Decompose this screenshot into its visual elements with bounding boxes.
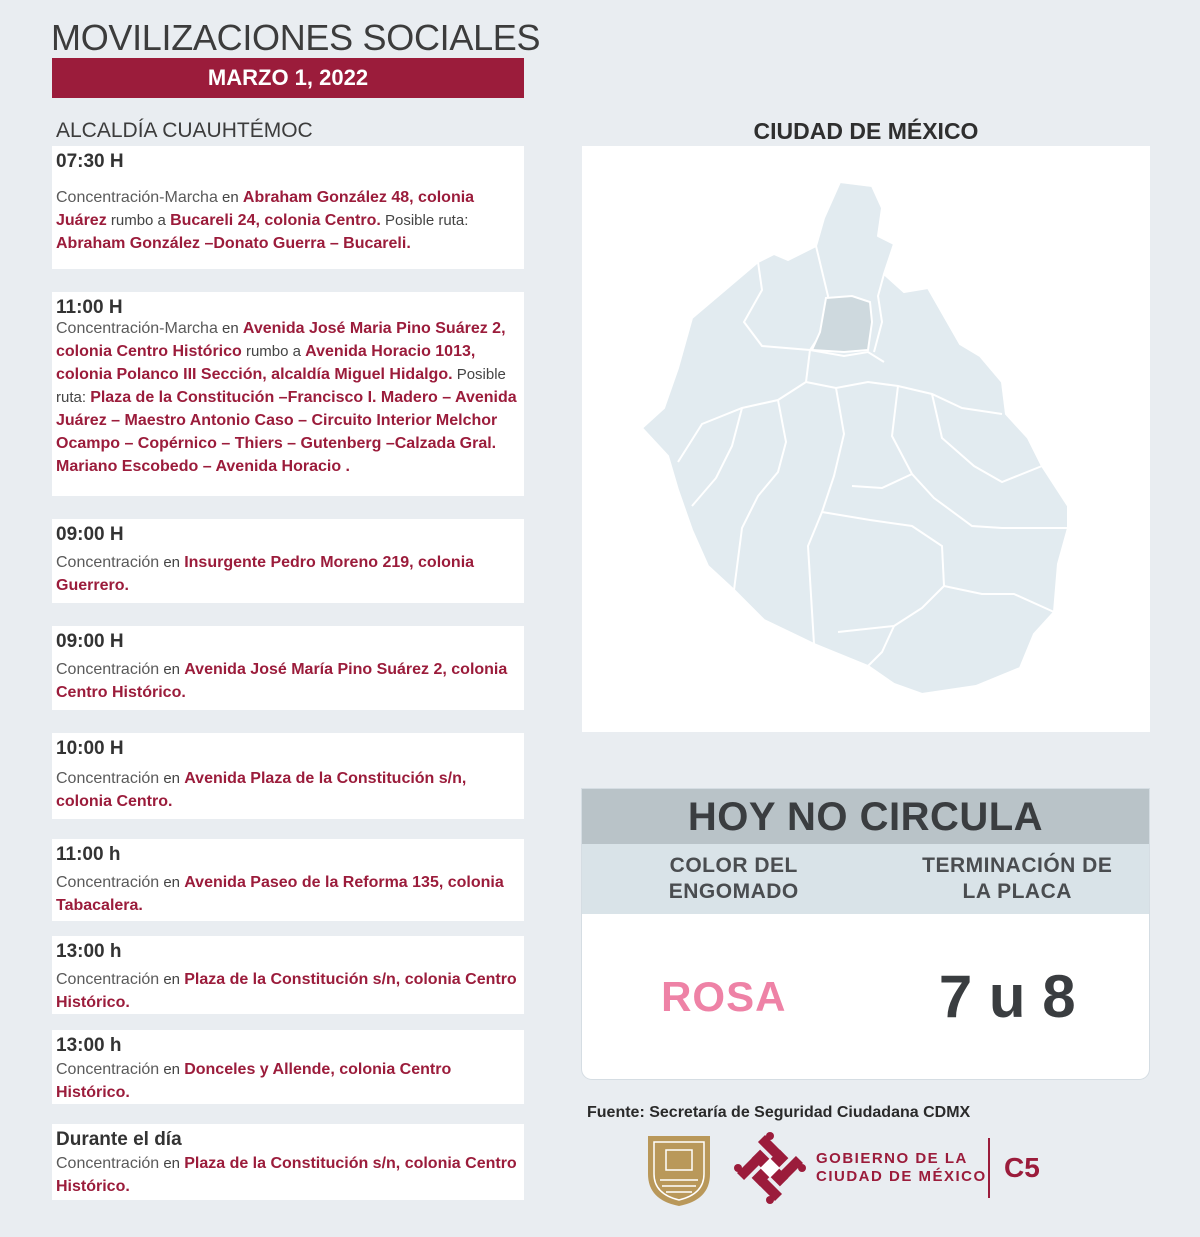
cdmx-map-graphic — [582, 146, 1150, 732]
hoy-no-circula-panel — [582, 789, 1149, 1079]
event-text-segment: rumbo a — [106, 212, 171, 229]
date-banner: MARZO 1, 2022 — [52, 58, 524, 98]
event-card — [52, 519, 524, 603]
event-text-segment: Concentración-Marcha — [56, 189, 218, 206]
event-text-segment: Concentración — [56, 1061, 160, 1078]
event-text-segment: Posible ruta: — [380, 212, 469, 229]
map-territory — [642, 182, 1068, 694]
hnc-title: HOY NO CIRCULA — [582, 789, 1149, 844]
event-text-segment: Bucareli 24, colonia Centro. — [170, 212, 381, 229]
event-description — [56, 968, 520, 1014]
event-time: 13:00 h — [56, 1035, 122, 1056]
event-card — [52, 839, 524, 921]
event-time: 09:00 H — [56, 631, 124, 652]
event-description — [56, 186, 520, 255]
event-time: 11:00 H — [56, 297, 123, 318]
event-card — [52, 292, 524, 496]
event-text-segment: en — [159, 874, 185, 891]
event-time: Durante el día — [56, 1129, 182, 1150]
event-text-segment: Plaza de la Constitución –Francisco I. Madero – Avenida Juárez – Maestro Antonio Caso – Circuito Interior Melchor Ocampo – Copérnico – Thiers – Gutenberg –Calzada Gral. Mariano Escobedo – Avenida Horacio . — [56, 389, 517, 475]
event-text-segment: Concentración — [56, 770, 160, 787]
event-description — [56, 871, 520, 917]
event-card — [52, 1124, 524, 1200]
alcaldia-heading: ALCALDÍA CUAUHTÉMOC — [56, 119, 313, 142]
event-time: 10:00 H — [56, 738, 124, 759]
event-card — [52, 626, 524, 710]
c5-logo: C5 — [1004, 1152, 1040, 1183]
event-card — [52, 936, 524, 1014]
hnc-color-value: ROSA — [661, 972, 787, 1020]
event-time: 07:30 H — [56, 151, 124, 172]
page-title: MOVILIZACIONES SOCIALES — [51, 17, 541, 58]
event-card — [52, 1030, 524, 1104]
event-text-segment: Insurgente Pedro Moreno 219, colonia Guerrero. — [56, 554, 475, 594]
event-text-segment: en — [159, 554, 185, 571]
event-text-segment: Avenida José Maria Pino Suárez 2, colonia Centro Histórico — [56, 320, 506, 360]
event-text-segment: Plaza de la Constitución s/n, colonia Centro Histórico. — [56, 1155, 517, 1195]
event-text-segment: Concentración — [56, 971, 160, 988]
event-time: 13:00 h — [56, 941, 122, 962]
hnc-headers — [582, 844, 1149, 914]
event-text-segment: en — [159, 971, 185, 988]
event-description — [56, 1152, 520, 1198]
source-note: Fuente: Secretaría de Seguridad Ciudadana CDMX — [587, 1104, 971, 1121]
event-text-segment: rumbo a — [241, 343, 306, 360]
event-time: 09:00 H — [56, 524, 124, 545]
event-text-segment: en — [217, 320, 243, 337]
event-card — [52, 146, 524, 269]
event-description — [56, 1058, 520, 1104]
event-text-segment: Donceles y Allende, colonia Centro Histórico. — [56, 1061, 452, 1101]
footer-logos — [640, 1128, 1060, 1208]
event-description — [56, 551, 520, 597]
event-description — [56, 317, 520, 478]
event-text-segment: Avenida Plaza de la Constitución s/n, colonia Centro. — [56, 770, 467, 810]
cdmx-shield-icon — [644, 1130, 714, 1208]
event-text-segment: Concentración — [56, 874, 160, 891]
event-text-segment: Plaza de la Constitución s/n, colonia Centro Histórico. — [56, 971, 517, 1011]
gov-line-2: CIUDAD DE MÉXICO — [816, 1168, 987, 1185]
event-time: 11:00 h — [56, 844, 121, 865]
event-text-segment: en — [159, 1155, 185, 1172]
hnc-values — [582, 914, 1149, 1079]
gov-line-1: GOBIERNO DE LA — [816, 1150, 968, 1167]
event-text-segment: Concentración — [56, 554, 160, 571]
event-text-segment: Abraham González –Donato Guerra – Bucareli. — [56, 235, 411, 252]
event-text-segment: en — [159, 770, 185, 787]
hnc-plate-header: TERMINACIÓN DE LA PLACA — [922, 854, 1113, 903]
event-text-segment: en — [159, 1061, 185, 1078]
event-text-segment: Avenida Horacio 1013, colonia Polanco III Sección, alcaldía Miguel Hidalgo. — [56, 343, 476, 383]
event-text-segment: Avenida José María Pino Suárez 2, colonia Centro Histórico. — [56, 661, 508, 701]
map-outline — [642, 182, 1068, 694]
event-card — [52, 733, 524, 819]
hnc-color-header: COLOR DEL ENGOMADO — [668, 854, 799, 903]
event-text-segment: Avenida Paseo de la Reforma 135, colonia Tabacalera. — [56, 874, 504, 914]
map-title: CIUDAD DE MÉXICO — [753, 118, 979, 144]
cdmx-map — [582, 146, 1150, 732]
event-text-segment: Concentración — [56, 1155, 160, 1172]
logo-divider — [988, 1138, 990, 1198]
gobierno-cdmx-wordmark — [816, 1150, 987, 1186]
event-text-segment: Abraham González 48, colonia Juárez — [56, 189, 475, 229]
hnc-plate-value: 7 u 8 — [938, 963, 1076, 1030]
event-text-segment: Posible ruta: — [56, 366, 506, 406]
event-text-segment: en — [217, 189, 243, 206]
event-text-segment: en — [159, 661, 185, 678]
event-text-segment: Concentración — [56, 661, 160, 678]
event-text-segment: Concentración-Marcha — [56, 320, 218, 337]
event-description — [56, 767, 520, 813]
gobierno-cdmx-logo-icon — [730, 1128, 810, 1208]
event-description — [56, 658, 520, 704]
